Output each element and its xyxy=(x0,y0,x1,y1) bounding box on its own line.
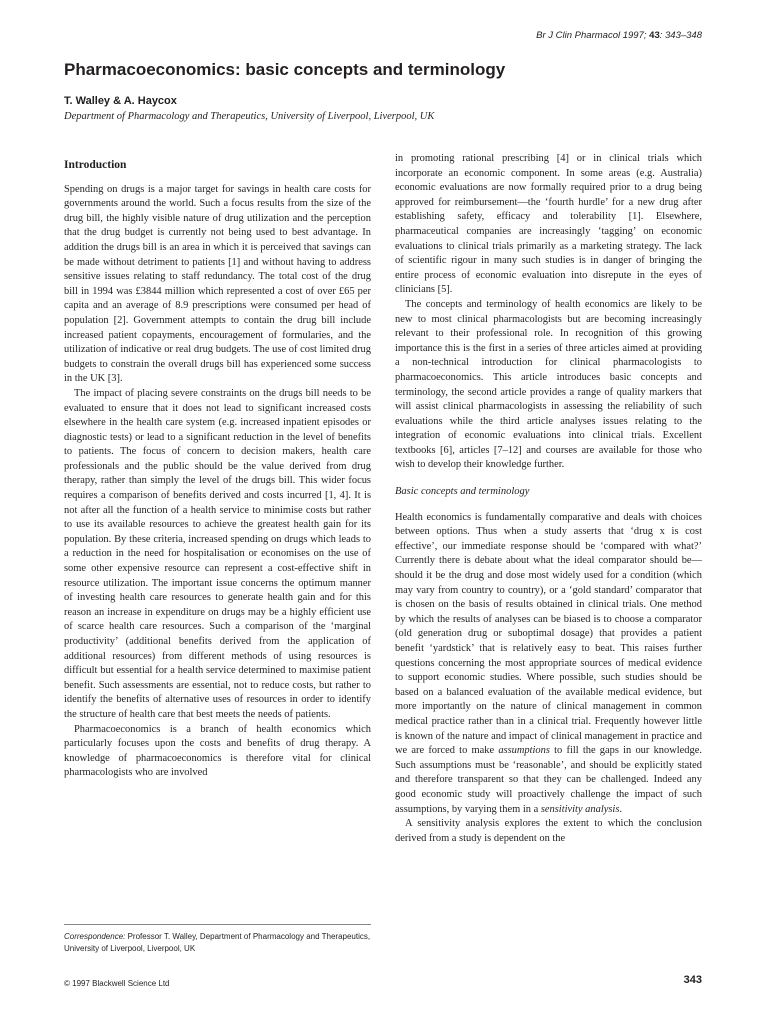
emphasis-assumptions: assumptions xyxy=(498,745,550,757)
journal-name: Br J Clin Pharmacol xyxy=(536,30,621,41)
correspondence-label: Correspondence: xyxy=(64,932,126,941)
page-number: 343 xyxy=(683,974,702,986)
correspondence-text: Professor T. Walley, Department of Pharmacology and Therapeutics, University of Liverpool, Liverpool, UK xyxy=(64,932,371,953)
emphasis-sensitivity-analysis: sensitivity analysis xyxy=(540,803,620,815)
body-paragraph: A sensitivity analysis explores the extent to which the conclusion derived from a study is dependent on the xyxy=(395,818,702,844)
footnote-divider xyxy=(64,924,371,925)
journal-citation xyxy=(536,30,702,41)
right-column xyxy=(395,152,702,846)
article-title: Pharmacoeconomics: basic concepts and terminology xyxy=(64,60,506,79)
body-paragraph: Spending on drugs is a major target for savings in health care costs for governments around the world. Such a focus results from the size of the drug bill, the highly visible nature of drug utilization and the perception that the drug budget is currently not being used to best advantage. In addition the drugs bill is an area in which it is perceived that savings can be made without detriment to patients [1] and without having to address sensitive issues relating to staff redundancy. The total cost of the drug bill in 1994 was £3844 million which represented a cost of over £65 per capita and an average of 8.9 prescriptions were consumed per head of population [2]. Government attempts to contain the drug bill include increased patient copayments, encouragement of formularies, and the utilization of indicative or real drug budgets. The use of cost limited drug budgets to constrain the overall drugs bill has experienced some success in the UK [3]. xyxy=(64,183,371,385)
body-paragraph: The impact of placing severe constraints on the drugs bill needs to be evaluated to ensure that it does not lead to significant increased costs elsewhere in the health care system (e.g. increased inpatient episodes or diagnostic tests) or lead to a significant reduction in the level of benefits to patients. The focus of concern to decision makers, health care professionals and the public should be the value derived from drug therapy, rather than simply the level of the drugs bill. This wider focus requires a comparison of benefits derived and costs incurred [1, 4]. It is not after all the function of a health service to minimise costs but rather to use its available resources to achieve the greatest health gain for its population. By these criteria, increased spending on drugs which leads to a reduction in the need for hospitalisation or economises on the use of some other expensive resource can represent a cost-effective shift in resource utilization. The important issue concerns the optimum manner of investing health care resources to generate health gain and for this reason an increase in expenditure on drugs may be a highly efficient use of scarce health care resources. Such a comparison of the ‘marginal productivity’ (additional benefits derived from the application of additional resources) from different methods of using resources is difficult but essential for a health service determined to maximise patient benefit. Such assessments are essential, not to reduce costs, but rather to identify the benefits of alternative uses of resources in order to identify the structure of health care that best meets the needs of patients. xyxy=(64,387,371,720)
basic-concepts-heading: Basic concepts and terminology xyxy=(395,486,530,498)
journal-volume: 43 xyxy=(649,30,660,41)
body-paragraph: The concepts and terminology of health economics are likely to be new to most clinical pharmacologists but are becoming increasingly relevant to their professional role. In recognition of this growing importance this is the first in a series of three articles aimed at providing a non-technical introduction for clinical pharmacologists to pharmacoeconomics. This article introduces basic concepts and terminology, the second article provides a range of quality markers that will assist clinical pharmacologists in assessing the reliability of such evaluations while the third article analyses issues relating to the integration of economic evaluations into clinical trials. Excellent textbooks [6], articles [7–12] and courses are available for those who wish to develop their knowledge further. xyxy=(395,298,702,471)
introduction-heading: Introduction xyxy=(64,159,127,171)
author-affiliation: Department of Pharmacology and Therapeutics, University of Liverpool, Liverpool, UK xyxy=(64,111,435,122)
left-column xyxy=(64,158,371,781)
journal-pages: : 343–348 xyxy=(659,30,702,41)
text-run: to fill the gaps in our knowledge. Such assumptions must be ‘reasonable’, and should be explicitly stated and therefore transparent so that they can be challenged. Indeed any good economic study will proactively challenge the impact of such assumptions, by varying them in a xyxy=(395,745,702,815)
copyright-notice: © 1997 Blackwell Science Ltd xyxy=(64,979,170,988)
body-paragraph: Pharmacoeconomics is a branch of health economics which particularly focuses upon the costs and benefits of drug therapy. A knowledge of pharmacoeconomics is therefore vital for clinical pharmacologists who are involved xyxy=(64,723,371,779)
body-paragraph: in promoting rational prescribing [4] or in clinical trials which incorporate an economic component. In some areas (e.g. Australia) economic evaluations are now formally required prior to a drug being approved for reimbursement—the ‘fourth hurdle’ for a new drug after establishing safety, efficacy and tolerability [1]. Elsewhere, pharmaceutical companies are increasingly ‘tagging’ on economic evaluations to clinical trials primarily as a marketing strategy. The lack of scientific rigour in many such studies is in danger of bringing the entire process of economic evaluation into disrepute in the eyes of clinicians [5]. xyxy=(395,153,702,296)
body-paragraph xyxy=(395,511,702,817)
article-authors: T. Walley & A. Haycox xyxy=(64,95,177,107)
text-run: . xyxy=(619,803,622,815)
correspondence-footnote xyxy=(64,931,376,954)
text-run: Health economics is fundamentally comparative and deals with choices between options. Thus when a study asserts that ‘drug x is cost effective’, our immediate response should be ‘compared with what?’ Currently there is debate about what the ideal comparator should be—should it be the drug and dose most widely used for a condition (which may vary from country to country), or a ‘gold standard’ comparator that is chosen on the basis of results obtained in clinical trials. One method by which the results of analyses can be biased is to choose a comparator (old generation drug or suboptimal dosage) that provides a patient benefit ‘yardstick’ that is relatively easy to beat. This raises further questions concerning the most appropriate sources of medical evidence to support economic studies. Where possible, such studies should be based on a balanced evaluation of the available medical evidence, but more importantly on the nature of clinical management in common medical practice rather than in a clinical trial. Frequently however little is known of the nature and impact of clinical management in practice and we are forced to make xyxy=(395,511,702,757)
journal-year: 1997; xyxy=(622,30,647,41)
